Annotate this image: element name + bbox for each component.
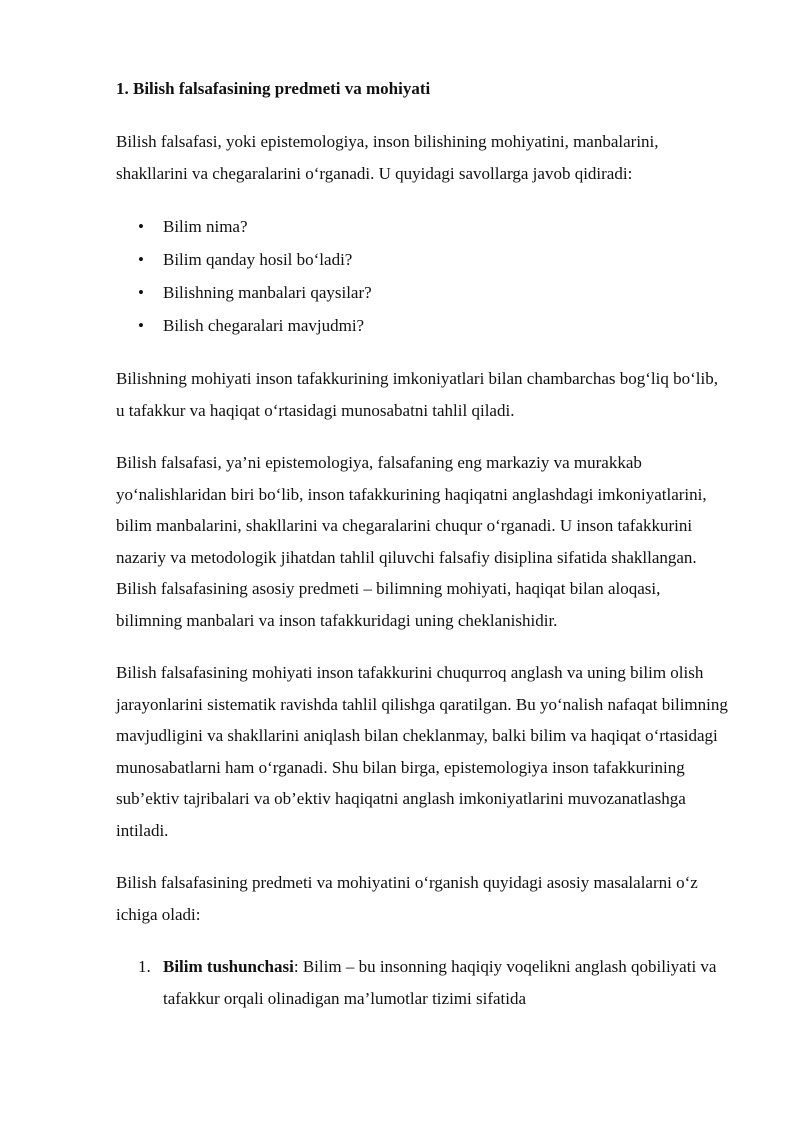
list-item-text: Bilim qanday hosil bo‘ladi? (163, 250, 353, 269)
item-number: 1. (138, 957, 151, 976)
bullet-icon: • (138, 250, 144, 269)
list-item (116, 276, 730, 309)
section-heading: 1. Bilish falsafasining predmeti va mohiyati (116, 79, 431, 98)
paragraph-tasks: Bilish falsafasining predmeti va mohiyatini o‘rganish quyidagi asosiy masalalarni o‘z ichiga oladi: (116, 873, 698, 924)
list-item (116, 210, 730, 243)
list-item (116, 951, 730, 1014)
item-text: : Bilim – bu insonning haqiqiy voqelikni anglash qobiliyati va tafakkur orqali olinadigan ma’lumotlar tizimi sifatida (163, 957, 717, 1008)
bullet-icon: • (138, 283, 144, 302)
item-term: Bilim tushunchasi (163, 957, 294, 976)
bullet-icon: • (138, 316, 144, 335)
list-item-text: Bilishning manbalari qaysilar? (163, 283, 372, 302)
question-list (116, 210, 730, 342)
bullet-icon: • (138, 217, 144, 236)
numbered-list (116, 951, 730, 1014)
paragraph-essence: Bilishning mohiyati inson tafakkurining imkoniyatlari bilan chambarchas bog‘liq bo‘lib, u tafakkur va haqiqat o‘rtasidagi munosabatni tahlil qiladi. (116, 369, 718, 420)
list-item-text: Bilim nima? (163, 217, 248, 236)
list-item (116, 309, 730, 342)
paragraph-intro: Bilish falsafasi, yoki epistemologiya, inson bilishining mohiyatini, manbalarini, shakllarini va chegaralarini o‘rganadi. U quyidagi savollarga javob qidiradi: (116, 132, 659, 183)
paragraph-epistemology: Bilish falsafasi, ya’ni epistemologiya, falsafaning eng markaziy va murakkab yo‘nalishlaridan biri bo‘lib, inson tafakkurining haqiqatni anglashdagi imkoniyatlarini, bilim manbalarini, shakllarini va chegaralarini chuqur o‘rganadi. U inson tafakkurini nazariy va metodologik jihatdan tahlil qiluvchi falsafiy disiplina sifatida shakllangan. Bilish falsafasining asosiy predmeti – bilimning mohiyati, haqiqat bilan aloqasi, bilimning manbalari va inson tafakkuridagi uning cheklanishidir. (116, 453, 707, 630)
paragraph-method: Bilish falsafasining mohiyati inson tafakkurini chuqurroq anglash va uning bilim olish jarayonlarini sistematik ravishda tahlil qilishga qaratilgan. Bu yo‘nalish nafaqat bilimning mavjudligini va shakllarini aniqlash bilan cheklanmay, balki bilim va haqiqat o‘rtasidagi munosabatlarni ham o‘rganadi. Shu bilan birga, epistemologiya inson tafakkurining sub’ektiv tajribalari va ob’ektiv haqiqatni anglash imkoniyatlarini muvozanatlashga intiladi. (116, 663, 728, 840)
list-item-text: Bilish chegaralari mavjudmi? (163, 316, 365, 335)
list-item (116, 243, 730, 276)
